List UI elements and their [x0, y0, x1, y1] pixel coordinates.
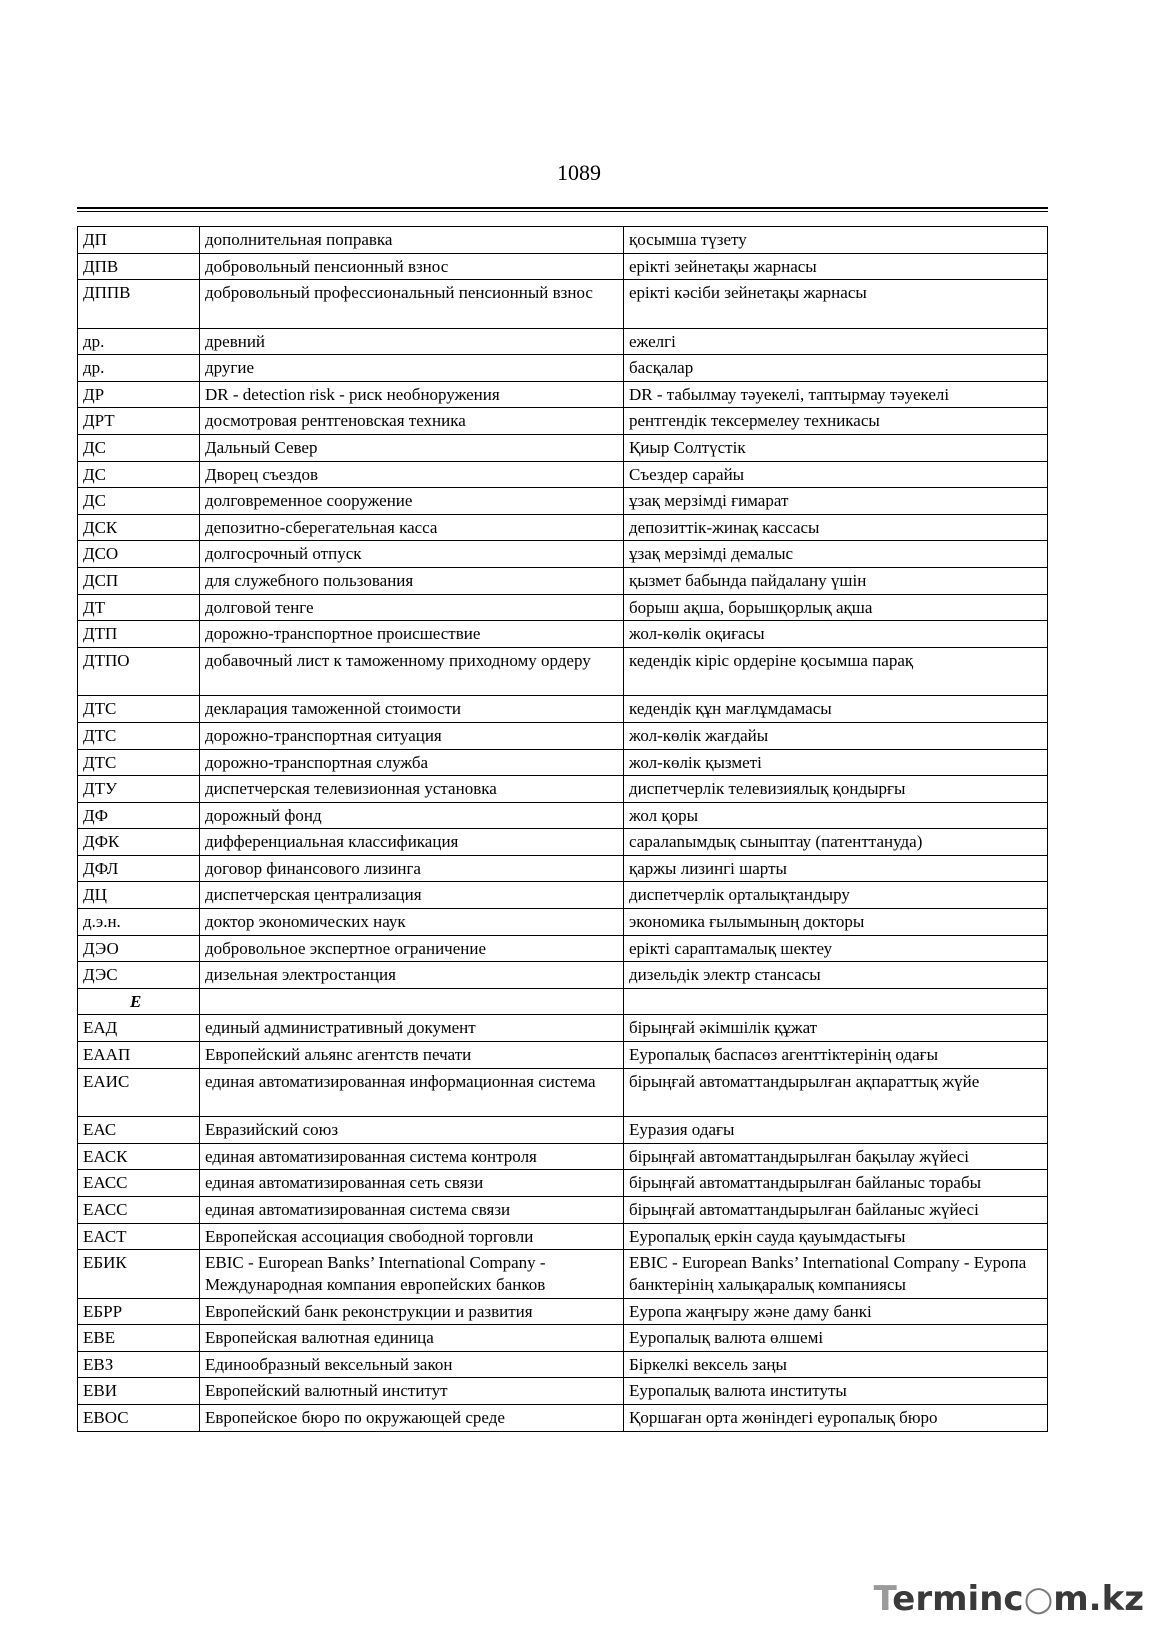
table-row	[78, 1068, 1048, 1117]
russian-term-cell: единая автоматизированная информационная система	[200, 1068, 624, 1117]
abbreviation-cell: Е	[78, 988, 200, 1015]
table-row	[78, 280, 1048, 329]
kazakh-term-cell: депозиттік-жинақ кассасы	[624, 514, 1048, 541]
abbreviation-cell: ЕБИК	[78, 1250, 200, 1299]
kazakh-term-cell: экономика ғылымының докторы	[624, 909, 1048, 936]
kazakh-term-cell: саралanымдық сыныптау (патенттануда)	[624, 829, 1048, 856]
kazakh-term-cell: ерікті сараптамалық шектеу	[624, 935, 1048, 962]
kazakh-term-cell: қызмет бабында пайдалану үшін	[624, 568, 1048, 595]
kazakh-term-cell: ежелгі	[624, 328, 1048, 355]
table-row	[78, 408, 1048, 435]
kazakh-term-cell: қосымша түзету	[624, 227, 1048, 254]
table-row	[78, 594, 1048, 621]
russian-term-cell: единая автоматизированная система контроля	[200, 1143, 624, 1170]
abbreviation-cell: ДСО	[78, 541, 200, 568]
abbreviation-cell: ЕАСК	[78, 1143, 200, 1170]
abbreviation-cell: ДФЛ	[78, 855, 200, 882]
kazakh-term-cell: бірыңғай әкімшілік құжат	[624, 1015, 1048, 1042]
russian-term-cell: диспетчерская телевизионная установка	[200, 776, 624, 803]
kazakh-term-cell: жол-көлік жағдайы	[624, 722, 1048, 749]
abbreviation-table	[77, 226, 1048, 1432]
header-rule-thin	[77, 211, 1048, 212]
section-letter-row	[78, 988, 1048, 1015]
abbreviation-cell: ДТПО	[78, 647, 200, 696]
table-row	[78, 568, 1048, 595]
abbreviation-table-body	[78, 227, 1048, 1432]
russian-term-cell: EBIC - European Banks’ International Company - Международная компания европейских банков	[200, 1250, 624, 1299]
kazakh-term-cell: борыш ақша, борышқорлық ақша	[624, 594, 1048, 621]
kazakh-term-cell: Съездер сарайы	[624, 461, 1048, 488]
russian-term-cell: дорожно-транспортная служба	[200, 749, 624, 776]
abbreviation-cell: ЕАСТ	[78, 1223, 200, 1250]
russian-term-cell: досмотровая рентгеновская техника	[200, 408, 624, 435]
table-row	[78, 1196, 1048, 1223]
abbreviation-cell: ДТ	[78, 594, 200, 621]
kazakh-term-cell: ерікті кәсіби зейнетақы жарнасы	[624, 280, 1048, 329]
table-row	[78, 461, 1048, 488]
russian-term-cell: Европейский альянс агентств печати	[200, 1042, 624, 1069]
abbreviation-cell: ДПВ	[78, 253, 200, 280]
abbreviation-cell: ДЭО	[78, 935, 200, 962]
russian-term-cell: дорожно-транспортное происшествие	[200, 621, 624, 648]
abbreviation-cell: ДР	[78, 381, 200, 408]
kazakh-term-cell: ұзақ мерзімді демалыс	[624, 541, 1048, 568]
russian-term-cell: Евразийский союз	[200, 1117, 624, 1144]
kazakh-term-cell: Еуразия одағы	[624, 1117, 1048, 1144]
table-row	[78, 776, 1048, 803]
kazakh-term-cell: DR - табылмау тәуекелі, таптырмау тәуекелі	[624, 381, 1048, 408]
russian-term-cell: дифференциальная классификация	[200, 829, 624, 856]
abbreviation-cell: ДС	[78, 435, 200, 462]
table-row	[78, 1143, 1048, 1170]
table-row	[78, 829, 1048, 856]
table-row	[78, 328, 1048, 355]
table-row	[78, 1042, 1048, 1069]
kazakh-term-cell: бірыңғай автоматтандырылған бақылау жүйесі	[624, 1143, 1048, 1170]
russian-term-cell: древний	[200, 328, 624, 355]
kazakh-term-cell: бірыңғай автоматтандырылған ақпараттық жүйе	[624, 1068, 1048, 1117]
page-number: 1089	[557, 160, 601, 185]
abbreviation-cell: ДС	[78, 488, 200, 515]
table-row	[78, 1015, 1048, 1042]
table-row	[78, 909, 1048, 936]
abbreviation-cell: ДТС	[78, 696, 200, 723]
table-row	[78, 802, 1048, 829]
abbreviation-cell: ДРТ	[78, 408, 200, 435]
abbreviation-cell: ЕАС	[78, 1117, 200, 1144]
table-row	[78, 621, 1048, 648]
russian-term-cell: Дворец съездов	[200, 461, 624, 488]
kazakh-term-cell: Еуропалық еркін сауда қауымдастығы	[624, 1223, 1048, 1250]
kazakh-term-cell: Еуропалық баспасөз агенттіктерінің одағы	[624, 1042, 1048, 1069]
abbreviation-cell: ДТС	[78, 722, 200, 749]
kazakh-term-cell: бірыңғай автоматтандырылған байланыс жүйесі	[624, 1196, 1048, 1223]
abbreviation-cell: др.	[78, 355, 200, 382]
table-row	[78, 1117, 1048, 1144]
header-rule-thick	[77, 207, 1048, 209]
kazakh-term-cell: дизельдік электр стансасы	[624, 962, 1048, 989]
table-row	[78, 749, 1048, 776]
abbreviation-cell: ДППВ	[78, 280, 200, 329]
kazakh-term-cell: EBIC - European Banks’ International Company - Еуропа банктерінің халықаралық компаниясы	[624, 1250, 1048, 1299]
russian-term-cell: дорожный фонд	[200, 802, 624, 829]
abbreviation-cell: ЕВЗ	[78, 1351, 200, 1378]
russian-term-cell: добавочный лист к таможенному приходному ордеру	[200, 647, 624, 696]
table-row	[78, 381, 1048, 408]
russian-term-cell: добровольное экспертное ограничение	[200, 935, 624, 962]
kazakh-term-cell: Еуропа жаңғыру және даму банкі	[624, 1298, 1048, 1325]
russian-term-cell: диспетчерская централизация	[200, 882, 624, 909]
abbreviation-cell: ДТП	[78, 621, 200, 648]
kazakh-term-cell	[624, 988, 1048, 1015]
abbreviation-cell: ДФ	[78, 802, 200, 829]
russian-term-cell: Европейский банк реконструкции и развития	[200, 1298, 624, 1325]
table-row	[78, 1325, 1048, 1352]
kazakh-term-cell: қаржы лизингі шарты	[624, 855, 1048, 882]
table-row	[78, 935, 1048, 962]
abbreviation-cell: ДС	[78, 461, 200, 488]
table-row	[78, 514, 1048, 541]
russian-term-cell: добровольный профессиональный пенсионный взнос	[200, 280, 624, 329]
table-row	[78, 488, 1048, 515]
abbreviation-cell: ДЭС	[78, 962, 200, 989]
abbreviation-cell: др.	[78, 328, 200, 355]
russian-term-cell: единый административный документ	[200, 1015, 624, 1042]
russian-term-cell: долговой тенге	[200, 594, 624, 621]
russian-term-cell: Европейское бюро по окружающей среде	[200, 1404, 624, 1431]
russian-term-cell: Дальный Север	[200, 435, 624, 462]
table-row	[78, 1250, 1048, 1299]
kazakh-term-cell: жол-көлік оқиғасы	[624, 621, 1048, 648]
kazakh-term-cell: жол қоры	[624, 802, 1048, 829]
russian-term-cell: единая автоматизированная система связи	[200, 1196, 624, 1223]
russian-term-cell: дорожно-транспортная ситуация	[200, 722, 624, 749]
russian-term-cell: Европейская ассоциация свободной торговли	[200, 1223, 624, 1250]
table-row	[78, 1404, 1048, 1431]
kazakh-term-cell: кедендік құн мағлұмдамасы	[624, 696, 1048, 723]
abbreviation-cell: ЕАСС	[78, 1170, 200, 1197]
table-row	[78, 647, 1048, 696]
kazakh-term-cell: Қоршаған орта жөніндегі еуропалық бюро	[624, 1404, 1048, 1431]
abbreviation-cell: ДСП	[78, 568, 200, 595]
kazakh-term-cell: диспетчерлік телевизиялық қондырғы	[624, 776, 1048, 803]
kazakh-term-cell: Еуропалық валюта өлшемі	[624, 1325, 1048, 1352]
russian-term-cell: единая автоматизированная сеть связи	[200, 1170, 624, 1197]
table-row	[78, 1298, 1048, 1325]
kazakh-term-cell: рентгендік тексермелеу техникасы	[624, 408, 1048, 435]
russian-term-cell: добровольный пенсионный взнос	[200, 253, 624, 280]
kazakh-term-cell: Біркелкі вексель заңы	[624, 1351, 1048, 1378]
abbreviation-cell: ДСК	[78, 514, 200, 541]
table-row	[78, 541, 1048, 568]
russian-term-cell: договор финансового лизинга	[200, 855, 624, 882]
russian-term-cell	[200, 988, 624, 1015]
russian-term-cell: Единообразный вексельный закон	[200, 1351, 624, 1378]
kazakh-term-cell: жол-көлік қызметі	[624, 749, 1048, 776]
russian-term-cell: долгосрочный отпуск	[200, 541, 624, 568]
table-row	[78, 355, 1048, 382]
table-row	[78, 1223, 1048, 1250]
table-row	[78, 1351, 1048, 1378]
table-row	[78, 722, 1048, 749]
abbreviation-cell: ЕААП	[78, 1042, 200, 1069]
abbreviation-cell: ДФК	[78, 829, 200, 856]
abbreviation-cell: ЕВИ	[78, 1378, 200, 1405]
table-row	[78, 227, 1048, 254]
abbreviation-cell: ДЦ	[78, 882, 200, 909]
abbreviation-cell: ЕАСС	[78, 1196, 200, 1223]
abbreviation-cell: д.э.н.	[78, 909, 200, 936]
abbreviation-cell: ДТС	[78, 749, 200, 776]
russian-term-cell: дополнительная поправка	[200, 227, 624, 254]
kazakh-term-cell: ұзақ мерзімді ғимарат	[624, 488, 1048, 515]
kazakh-term-cell: бірыңғай автоматтандырылған байланыс торабы	[624, 1170, 1048, 1197]
russian-term-cell: для служебного пользования	[200, 568, 624, 595]
kazakh-term-cell: басқалар	[624, 355, 1048, 382]
table-row	[78, 696, 1048, 723]
table-row	[78, 962, 1048, 989]
abbreviation-cell: ЕАД	[78, 1015, 200, 1042]
russian-term-cell: Европейская валютная единица	[200, 1325, 624, 1352]
table-row	[78, 1170, 1048, 1197]
russian-term-cell: Европейский валютный институт	[200, 1378, 624, 1405]
russian-term-cell: DR - detection risk - риск необноружения	[200, 381, 624, 408]
table-row	[78, 855, 1048, 882]
termincom-logo: Terminc○m.kz	[873, 1579, 1144, 1619]
kazakh-term-cell: кедендік кіріс ордеріне қосымша парақ	[624, 647, 1048, 696]
russian-term-cell: доктор экономических наук	[200, 909, 624, 936]
table-row	[78, 435, 1048, 462]
abbreviation-cell: ЕВОС	[78, 1404, 200, 1431]
kazakh-term-cell: Еуропалық валюта институты	[624, 1378, 1048, 1405]
russian-term-cell: другие	[200, 355, 624, 382]
abbreviation-cell: ЕВЕ	[78, 1325, 200, 1352]
russian-term-cell: декларация таможенной стоимости	[200, 696, 624, 723]
russian-term-cell: дизельная электростанция	[200, 962, 624, 989]
table-row	[78, 1378, 1048, 1405]
abbreviation-cell: ЕАИС	[78, 1068, 200, 1117]
russian-term-cell: долговременное сооружение	[200, 488, 624, 515]
abbreviation-cell: ЕБРР	[78, 1298, 200, 1325]
kazakh-term-cell: Қиыр Солтүстік	[624, 435, 1048, 462]
abbreviation-cell: ДТУ	[78, 776, 200, 803]
table-row	[78, 253, 1048, 280]
table-row	[78, 882, 1048, 909]
kazakh-term-cell: ерікті зейнетақы жарнасы	[624, 253, 1048, 280]
russian-term-cell: депозитно-сберегательная касса	[200, 514, 624, 541]
kazakh-term-cell: диспетчерлік орталықтандыру	[624, 882, 1048, 909]
abbreviation-cell: ДП	[78, 227, 200, 254]
